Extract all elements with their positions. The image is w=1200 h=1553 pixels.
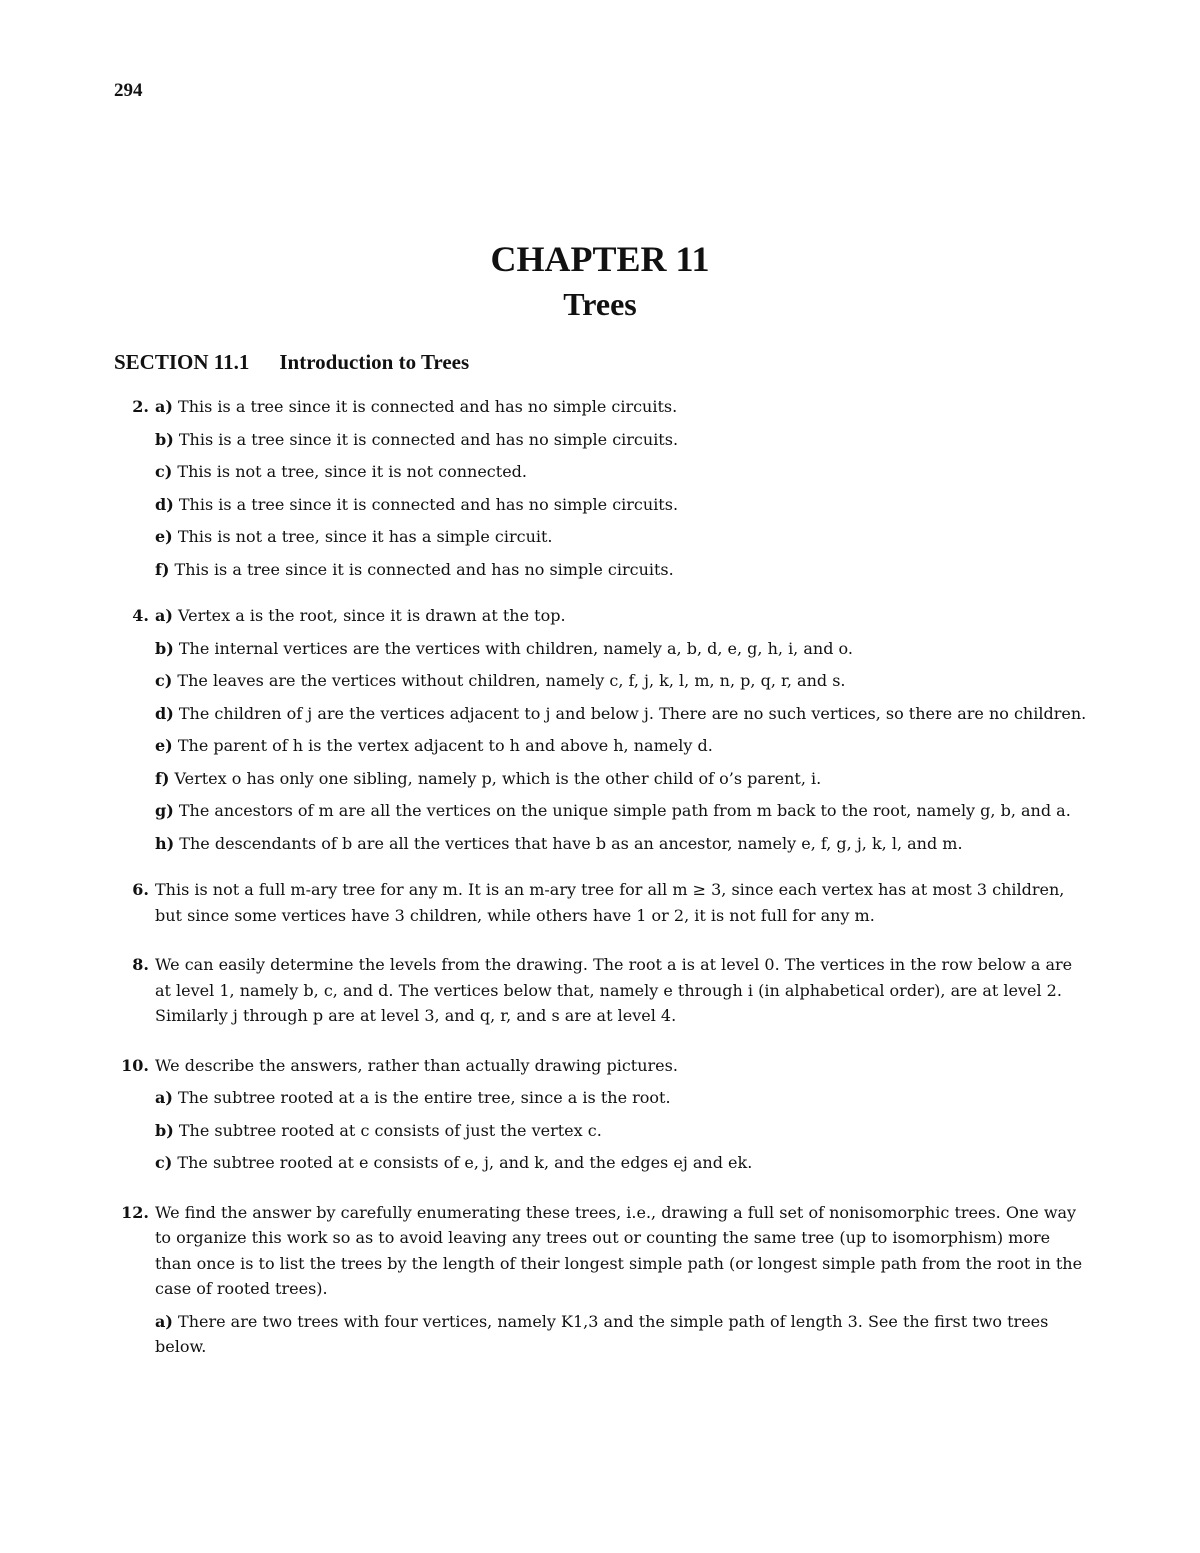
part-label: a)	[155, 1311, 173, 1331]
part-text: The descendants of b are all the vertices that have b as an ancestor, namely e, f, g, j, k, l, and m.	[179, 833, 963, 853]
part-label: h)	[155, 833, 175, 853]
exercise-intro: We find the answer by carefully enumerating these trees, i.e., drawing a full set of nonisomorphic trees. One way to organize this work so as to avoid leaving any trees out or counting the same tree (up to isomorphism) more than once is to list the trees by the length of their longest simple path (or longest simple path from the root in the case of rooted trees).	[155, 1202, 1083, 1298]
part-label: f)	[155, 559, 170, 579]
part-text: The parent of h is the vertex adjacent to h and above h, namely d.	[177, 736, 713, 755]
exercise-part	[155, 668, 1088, 694]
part-text: This is a tree since it is connected and has no simple circuits.	[178, 397, 678, 416]
section-title: Introduction to Trees	[279, 350, 470, 374]
exercise-part	[155, 1309, 1088, 1360]
exercise-part	[155, 557, 1088, 583]
part-label: e)	[155, 527, 173, 546]
part-label: b)	[155, 1120, 174, 1140]
exercise-part	[155, 1150, 1088, 1176]
exercise-number: 2.	[132, 397, 149, 416]
part-text: This is a tree since it is connected and has no simple circuits.	[174, 559, 674, 579]
exercise-part	[155, 766, 1088, 792]
exercise-part	[155, 603, 1088, 629]
part-text: There are two trees with four vertices, namely K1,3 and the simple path of length 3. See the first two trees below.	[155, 1311, 1049, 1356]
part-label: b)	[155, 429, 174, 449]
part-label: c)	[155, 1153, 173, 1172]
part-text: Vertex o has only one sibling, namely p, which is the other child of o’s parent, i.	[174, 768, 822, 788]
part-text: The subtree rooted at c consists of just the vertex c.	[178, 1120, 602, 1140]
part-text: This is a tree since it is connected and has no simple circuits.	[178, 429, 679, 449]
part-text: The ancestors of m are all the vertices on the unique simple path from m back to the root, namely g, b, and a.	[178, 801, 1071, 820]
exercise-intro: We describe the answers, rather than actually drawing pictures.	[155, 1055, 678, 1075]
exercise-number: 12.	[121, 1202, 149, 1222]
exercise-6	[114, 877, 1088, 928]
exercise-part	[155, 798, 1088, 824]
exercise-part	[155, 524, 1088, 550]
part-label: g)	[155, 801, 174, 820]
part-label: d)	[155, 494, 174, 514]
exercise-8	[114, 952, 1088, 1029]
section-heading	[114, 350, 469, 375]
section-number: SECTION 11.1	[114, 350, 250, 374]
part-text: Vertex a is the root, since it is drawn at the top.	[178, 606, 566, 625]
exercise-text: This is not a full m-ary tree for any m. It is an m-ary tree for all m ≥ 3, since each vertex has at most 3 children, but since some vertices have 3 children, while others have 1 or 2, it is not full for any m.	[155, 880, 1065, 925]
part-text: The internal vertices are the vertices with children, namely a, b, d, e, g, h, i, and o.	[178, 638, 853, 658]
part-text: This is not a tree, since it has a simple circuit.	[177, 527, 553, 546]
exercise-12	[114, 1200, 1088, 1360]
exercise-number: 8.	[132, 955, 149, 974]
exercise-part	[155, 459, 1088, 485]
exercise-part	[155, 831, 1088, 857]
part-text: The children of j are the vertices adjacent to j and below j. There are no such vertices, so there are no children.	[178, 703, 1087, 723]
part-label: a)	[155, 1088, 173, 1107]
exercise-number: 4.	[132, 606, 149, 625]
exercise-number: 10.	[121, 1055, 149, 1075]
part-label: c)	[155, 671, 173, 690]
part-text: The subtree rooted at e consists of e, j, and k, and the edges ej and ek.	[177, 1153, 753, 1172]
exercise-part	[155, 733, 1088, 759]
exercise-part	[155, 427, 1088, 453]
exercise-part	[155, 492, 1088, 518]
exercise-list	[114, 394, 1088, 1384]
part-label: a)	[155, 397, 173, 416]
page-number: 294	[114, 80, 143, 101]
part-label: f)	[155, 768, 170, 788]
exercise-number: 6.	[132, 880, 149, 899]
part-text: The leaves are the vertices without children, namely c, f, j, k, l, m, n, p, q, r, and s.	[177, 671, 846, 690]
exercise-part	[155, 1085, 1088, 1111]
exercise-part	[155, 394, 1088, 420]
part-label: e)	[155, 736, 173, 755]
part-label: c)	[155, 462, 173, 481]
part-text: This is not a tree, since it is not connected.	[177, 462, 527, 481]
exercise-part	[155, 701, 1088, 727]
exercise-4	[114, 603, 1088, 856]
exercise-2	[114, 394, 1088, 582]
part-text: The subtree rooted at a is the entire tree, since a is the root.	[178, 1088, 671, 1107]
part-label: d)	[155, 703, 174, 723]
exercise-part	[155, 636, 1088, 662]
exercise-part	[155, 1118, 1088, 1144]
exercise-text: We can easily determine the levels from the drawing. The root a is at level 0. The vertices in the row below a are at level 1, namely b, c, and d. The vertices below that, namely e through i (in alphabetical order), are at level 2. Similarly j through p are at level 3, and q, r, and s are at level 4.	[155, 955, 1073, 1025]
part-text: This is a tree since it is connected and has no simple circuits.	[178, 494, 679, 514]
chapter-subtitle: Trees	[563, 286, 637, 322]
part-label: b)	[155, 638, 174, 658]
part-label: a)	[155, 606, 173, 625]
chapter-title: CHAPTER 11	[490, 239, 710, 279]
exercise-10	[114, 1053, 1088, 1176]
